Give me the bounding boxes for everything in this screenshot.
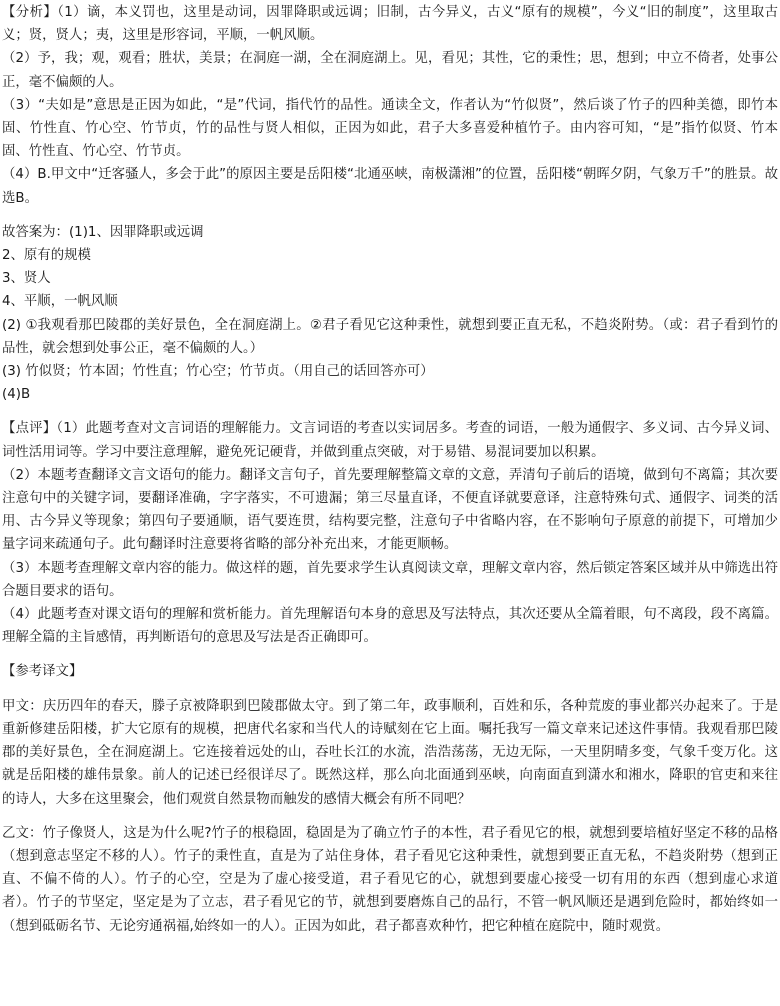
answer-line-6: (3) 竹似贤；竹本固；竹性直；竹心空；竹节贞。（用自己的话回答亦可） — [2, 364, 434, 380]
answer-line-3: 3、贤人 — [2, 271, 51, 287]
answer-line-1: 故答案为：(1)1、因罪降职或远调 — [2, 224, 204, 240]
answer-section — [2, 221, 778, 407]
reference-translation-section — [2, 695, 778, 938]
comment-item-3: （3）本题考查理解文章内容的能力。做这样的题，首先要求学生认真阅读文章，理解文章内容，然后锁定答案区域并从中筛选出符合题目要求的语句。 — [2, 560, 778, 599]
answer-line-5: (2) ①我观看那巴陵郡的美好景色，全在洞庭湖上。②君子看见它这种秉性，就想到要正直无私，不趋炎附势。（或：君子看到竹的品性，就会想到处事公正，毫不偏颇的人。） — [2, 317, 778, 356]
translation-yi: 乙文：竹子像贤人，这是为什么呢?竹子的根稳固，稳固是为了确立竹子的本性，君子看见它的根，就想到要培植好坚定不移的品格（想到意志坚定不移的人）。竹子的秉性直，直是为了站住身体，君子看见它这种秉性，就想到要正直无私，不趋炎附势（想到正直、不偏不倚的人）。竹子的心空，空是为了虚心接受道，君子看见它的心，就想到要虚心接受一切有用的东西（想到虚心求道者）。竹子的节坚定，坚定是为了立志，君子看见它的节，就想到要磨炼自己的品行，不管一帆风顺还是遇到危险时，都始终如一（想到砥砺名节、无论穷通祸福,始终如一的人）。正因为如此，君子都喜欢种竹，把它种植在庭院中，随时观赏。 — [2, 825, 778, 934]
analysis-item-2: （2）予，我；观，观看；胜状，美景；在洞庭一湖，全在洞庭湖上。见，看见；其性，它的秉性；思，想到；中立不倚者，处事公正，毫不偏颇的人。 — [2, 51, 778, 90]
comment-item-1: 【点评】（1）此题考查对文言词语的理解能力。文言词语的考查以实词居多。考查的词语，一般为通假字、多义词、古今异义词、词性活用词等。学习中要注意理解，避免死记硬背，并做到重点突破，对于易错、易混词要加以积累。 — [2, 421, 778, 460]
comment-item-4: （4）此题考查对课文语句的理解和赏析能力。首先理解语句本身的意思及写法特点，其次还要从全篇着眼，句不离段，段不离篇。理解全篇的主旨感情，再判断语句的意思及写法是否正确即可。 — [2, 607, 778, 646]
answer-line-7: (4)B — [2, 387, 31, 403]
reference-title-section — [2, 660, 778, 683]
answer-line-2: 2、原有的规模 — [2, 248, 91, 264]
translation-jia: 甲文：庆历四年的春天，滕子京被降职到巴陵郡做太守。到了第二年，政事顺利，百姓和乐，各种荒废的事业都兴办起来了。于是重新修建岳阳楼，扩大它原有的规模，把唐代名家和当代人的诗赋刻在它上面。嘱托我写一篇文章来记述这件事情。我观看那巴陵郡的美好景色，全在洞庭湖上。它连接着远处的山，吞吐长江的水流，浩浩荡荡，无边无际，一天里阴晴多变，气象千变万化。这就是岳阳楼的雄伟景象。前人的记述已经很详尽了。既然这样，那么向北面通到巫峡，向南面直到潇水和湘水，降职的官吏和来往的诗人，大多在这里聚会，他们观赏自然景物而触发的感情大概会有所不同吧？ — [2, 698, 778, 807]
comment-section — [2, 417, 778, 649]
reference-title: 【参考译文】 — [2, 664, 83, 680]
analysis-section — [2, 1, 778, 210]
answer-line-4: 4、平顺，一帆风顺 — [2, 294, 118, 310]
analysis-item-3: （3）“夫如是”意思是正因为如此，“是”代词，指代竹的品性。通读全文，作者认为“竹似贤”，然后谈了竹子的四种美德，即竹本固、竹性直、竹心空、竹节贞，竹的品性与贤人相似，正因为如此，君子大多喜爱种植竹子。由内容可知，“是”指竹似贤、竹本固、竹性直、竹心空、竹节贞。 — [2, 97, 778, 160]
analysis-item-4: （4）B.甲文中“迁客骚人，多会于此”的原因主要是岳阳楼“北通巫峡，南极潇湘”的位置，岳阳楼“朝晖夕阴，气象万千”的胜景。故选B。 — [2, 167, 778, 206]
comment-item-2: （2）本题考查翻译文言文语句的能力。翻译文言句子，首先要理解整篇文章的文意，弄清句子前后的语境，做到句不离篇；其次要注意句中的关键字词，要翻译准确，字字落实，不可遗漏；第三尽量直译，不便直译就要意译，注意特殊句式、通假字、词类的活用、古今异义等现象；第四句子要通顺，语气要连贯，结构要完整，注意句子中省略内容，在不影响句子原意的前提下，可增加少量字词来疏通句子。此句翻译时注意要将省略的部分补充出来，才能更顺畅。 — [2, 467, 778, 553]
analysis-item-1: 【分析】（1）谪，本义罚也，这里是动词，因罪降职或远调；旧制，古今异义，古义“原有的规模”，今义“旧的制度”，这里取古义；贤，贤人；夷，这里是形容词，平顺，一帆风顺。 — [2, 5, 778, 44]
